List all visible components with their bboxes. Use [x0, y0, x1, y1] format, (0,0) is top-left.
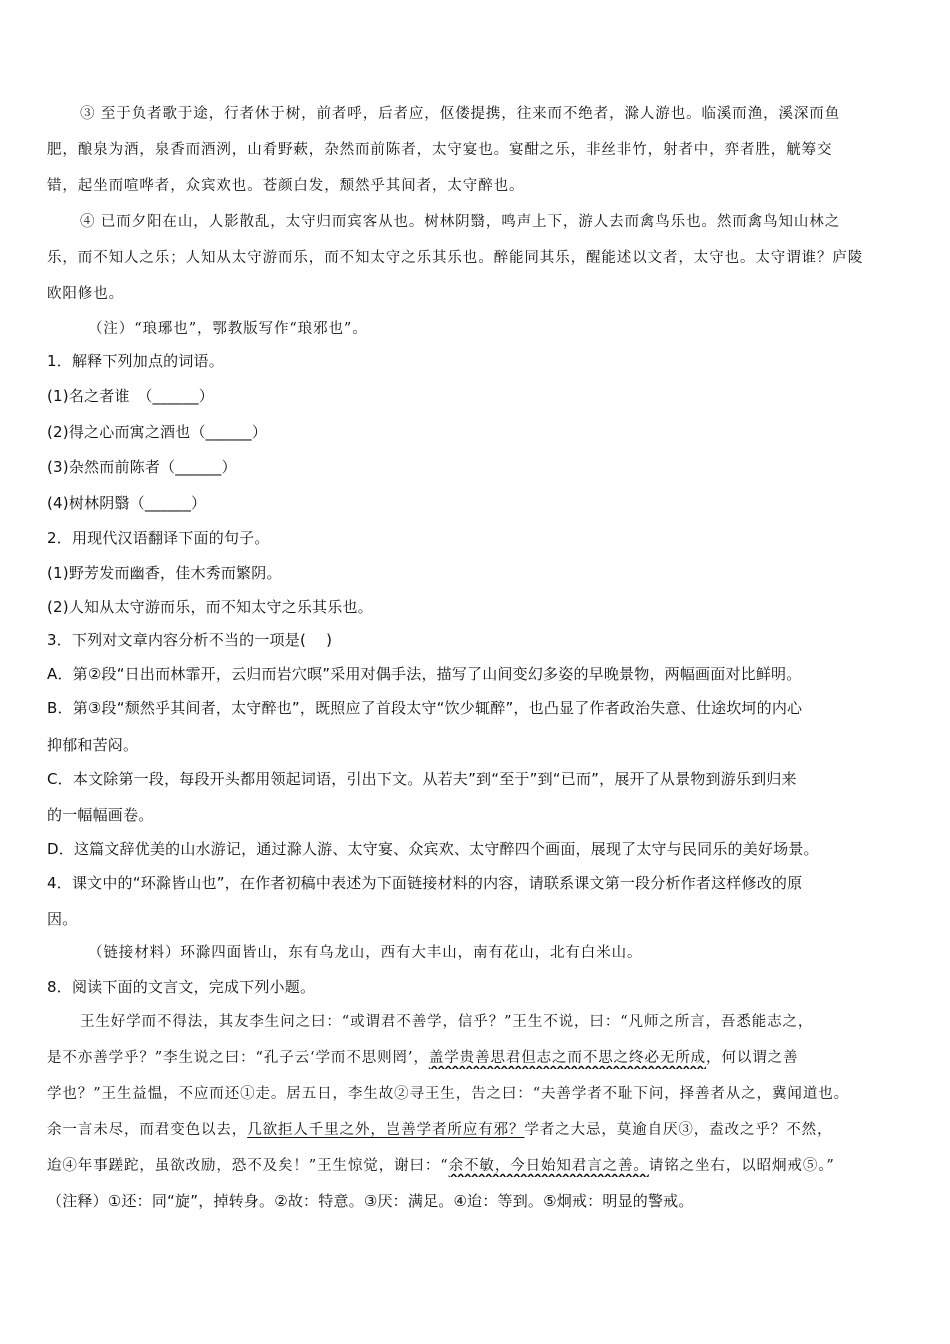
question-1-item: (1)名之者谁 （______）	[47, 387, 214, 405]
question-2-item: (2)人知从太守游而乐，而不知太守之乐其乐也。	[47, 598, 373, 616]
question-1-item: (4)树林阴翳（______）	[47, 494, 207, 512]
question-1-item: (3)杂然而前陈者（______）	[47, 458, 237, 476]
passage-p4-line1: ④ 已而夕阳在山，人影散乱，太守归而宾客从也。树林阴翳，鸣声上下，游人去而禽鸟乐也。然而禽鸟知山林之	[80, 214, 841, 230]
classical-line2-end: ，何以谓之善	[706, 1050, 799, 1066]
classical-notes: （注释）①还：同“旋”，掉转身。②故：特意。③厌：满足。④迨：等到。⑤炯戒：明显的警戒。	[47, 1192, 694, 1210]
classical-line4-end: 学者之大忌，莫逾自厌③，盍改之乎？不然，	[524, 1122, 833, 1138]
question-3-option-b: B．第③段“颓然乎其间者，太守醉也”，既照应了首段太守“饮少辄醉”，也凸显了作者政治失意、仕途坎坷的内心	[47, 699, 803, 717]
question-1-title: 1．解释下列加点的词语。	[47, 352, 224, 370]
question-1-item: (2)得之心而寓之酒也（______）	[47, 423, 268, 441]
passage-p3-line1: ③ 至于负者歌于途，行者休于树，前者呼，后者应，伛偻提携，往来而不绝者，滁人游也。临溪而渔，溪深而鱼	[80, 106, 841, 122]
classical-underlined-sentence-3: 余不敏，今日始知君言之善。	[448, 1158, 649, 1174]
question-2-title: 2．用现代汉语翻译下面的句子。	[47, 529, 270, 547]
passage-p3-line3: 错，起坐而喧哗者，众宾欢也。苍颜白发，颓然乎其间者，太守醉也。	[47, 178, 525, 194]
classical-line2-start: 是不亦善学乎？”李生说之曰：“孔子云‘学而不思则罔’，	[47, 1050, 429, 1066]
passage-p4-line2: 乐，而不知人之乐；人知从太守游而乐，而不知太守之乐其乐也。醉能同其乐，醒能述以文者，太守也。太守谓谁？庐陵	[47, 250, 864, 266]
question-8-title: 8．阅读下面的文言文，完成下列小题。	[47, 978, 316, 996]
passage-p4-line3: 欧阳修也。	[47, 286, 124, 302]
question-4-line1: 4．课文中的“环滁皆山也”，在作者初稿中表述为下面链接材料的内容，请联系课文第一段分析作者这样修改的原	[47, 874, 803, 892]
question-3-option-c: C．本文除第一段，每段开头都用领起词语，引出下文。从若夫”到“至于”到“已而”，展开了从景物到游乐到归来	[47, 770, 797, 788]
classical-line4	[47, 1119, 907, 1141]
classical-underlined-sentence-1: 盖学贵善思君但志之而不思之终必无所成	[428, 1050, 707, 1066]
question-3-option-c-cont: 的一幅幅画卷。	[47, 806, 154, 824]
classical-line3: 学也？”王生益愠，不应而还①走。居五日，李生故②寻王生，告之曰：“夫善学者不耻下问，择善者从之，冀闻道也。	[47, 1086, 850, 1102]
classical-line5-start: 迨④年事蹉跎，虽欲改励，恐不及矣！”王生惊觉，谢曰：“	[47, 1158, 449, 1174]
question-4-line2: 因。	[47, 910, 78, 928]
question-3-option-a: A．第②段“日出而林霏开，云归而岩穴暝”采用对偶手法，描写了山间变幻多姿的早晚景物，两幅画面对比鲜明。	[47, 665, 802, 683]
question-4-material: （链接材料）环滁四面皆山，东有乌龙山，西有大丰山，南有花山，北有白米山。	[88, 945, 643, 961]
question-3-option-d: D．这篇文辞优美的山水游记，通过滁人游、太守宴、众宾欢、太守醉四个画面，展现了太守与民同乐的美好场景。	[47, 840, 819, 858]
passage-note: （注）“琅琊也”，鄂教版写作“琅邪也”。	[88, 321, 368, 337]
classical-line2	[47, 1047, 907, 1069]
classical-line5	[47, 1155, 907, 1177]
classical-line1: 王生好学而不得法，其友李生问之曰：“或谓君不善学，信乎？”王生不说，曰：“凡师之所言，吾悉能志之，	[80, 1014, 814, 1030]
classical-line4-start: 余一言未尽，而君变色以去，	[47, 1122, 248, 1138]
question-3-option-b-cont: 抑郁和苦闷。	[47, 736, 139, 754]
classical-line5-end: 请铭之坐右，以昭炯戒⑤。”	[648, 1158, 835, 1174]
question-2-item: (1)野芳发而幽香，佳木秀而繁阴。	[47, 564, 282, 582]
question-3-title: 3．下列对文章内容分析不当的一项是( )	[47, 631, 333, 649]
classical-underlined-sentence-2: 几欲拒人千里之外，岂善学者所应有邪？	[247, 1122, 525, 1138]
passage-p3-line2: 肥，酿泉为酒，泉香而酒洌，山肴野蔌，杂然而前陈者，太守宴也。宴酣之乐，非丝非竹，射者中，弈者胜，觥筹交	[47, 142, 833, 158]
